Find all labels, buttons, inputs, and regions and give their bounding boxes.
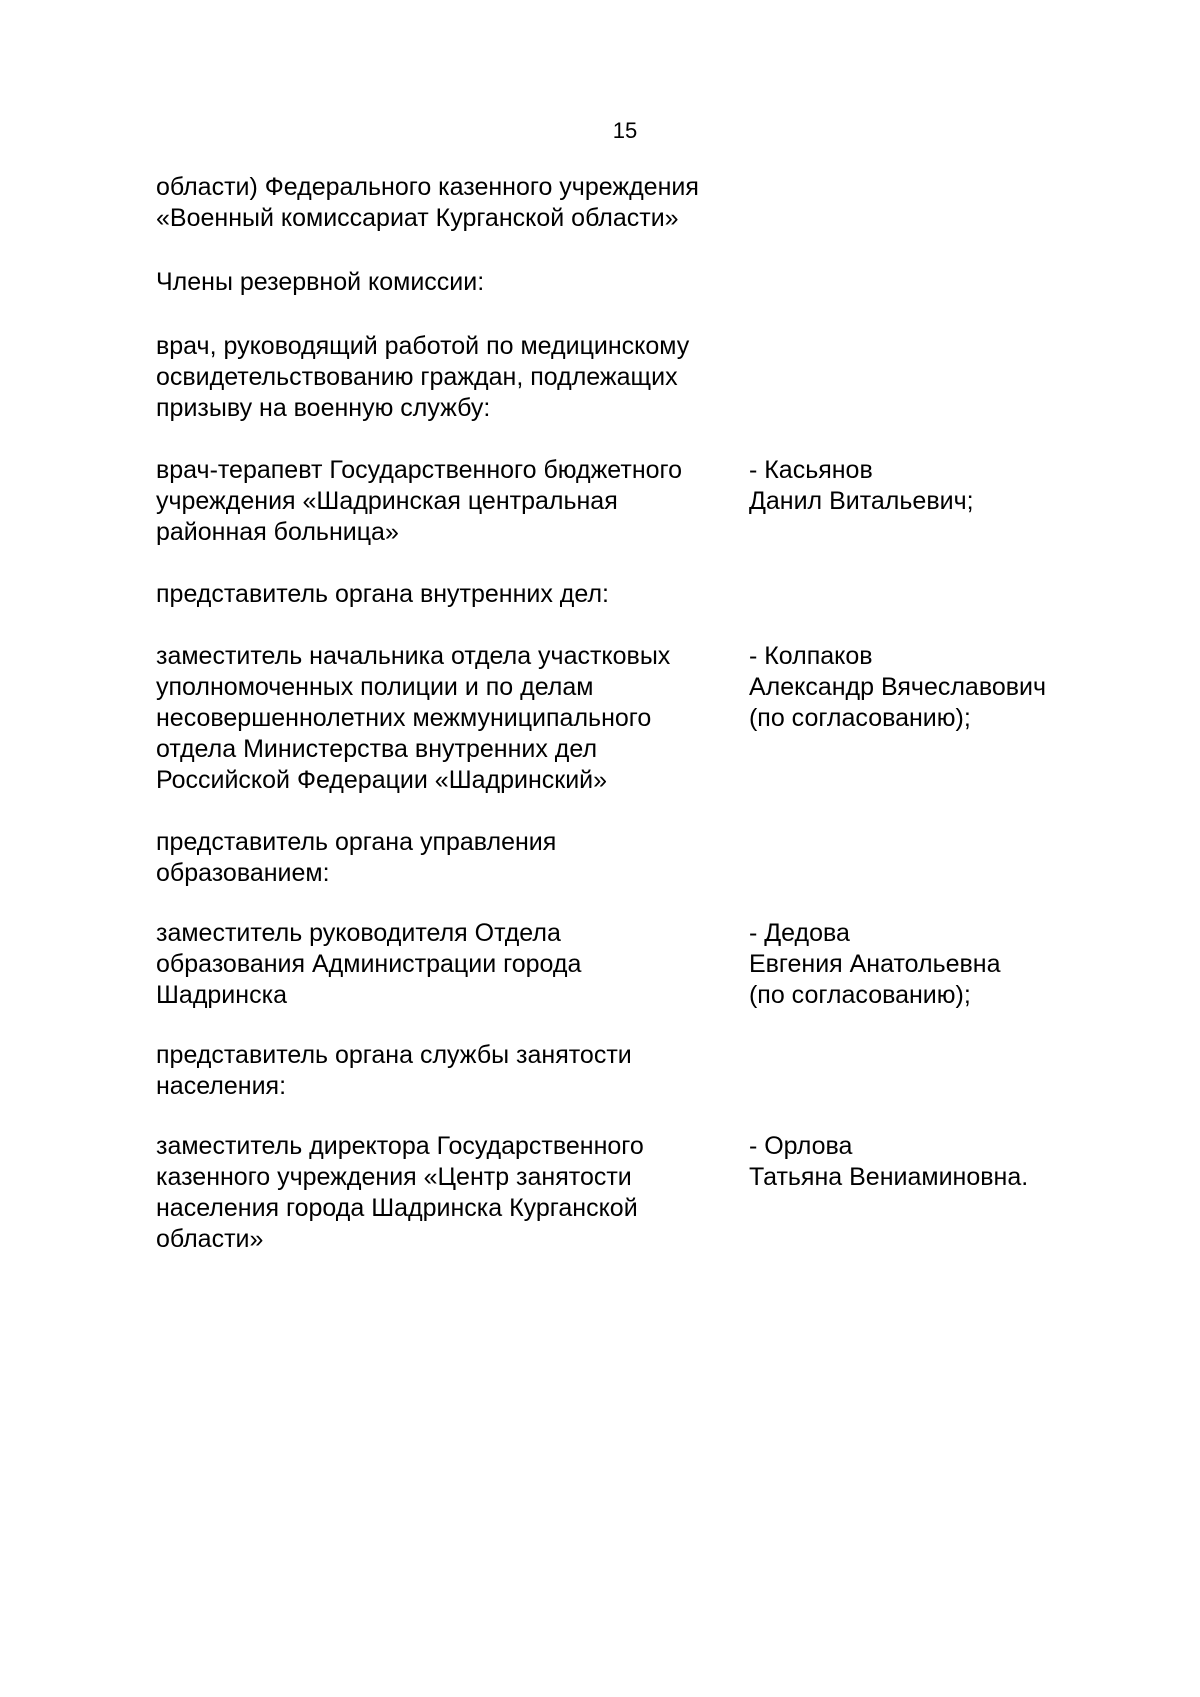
member-name: - Дедова Евгения Анатольевна (по согласованию); [748, 919, 1001, 1009]
member-row [156, 455, 1086, 548]
document-body [156, 172, 1086, 1255]
member-row [156, 1131, 1086, 1255]
category-employment: представитель органа службы занятости населения: [156, 1041, 632, 1100]
member-position: заместитель директора Государственного казенного учреждения «Центр занятости населения города Шадринска Курганской области» [156, 1132, 644, 1253]
member-position: заместитель начальника отдела участковых уполномоченных полиции и по делам несовершеннолетних межмуниципального отдела Министерства внутренних дел Российской Федерации «Шадринский» [156, 642, 671, 794]
page-number: 15 [612, 118, 638, 143]
intro-text: области) Федерального казенного учреждения «Военный комиссариат Курганской области» [156, 173, 699, 232]
category-internal-affairs: представитель органа внутренних дел: [156, 580, 610, 608]
member-name: - Касьянов Данил Витальевич; [748, 456, 974, 515]
members-heading: Члены резервной комиссии: [156, 268, 485, 296]
member-position: врач-терапевт Государственного бюджетного учреждения «Шадринская центральная районная больница» [156, 456, 683, 546]
member-row [156, 918, 1086, 1011]
member-row [156, 641, 1086, 796]
member-name: - Орлова Татьяна Вениаминовна. [748, 1132, 1029, 1191]
member-name: - Колпаков Александр Вячеславович (по согласованию); [748, 642, 1047, 732]
category-medical: врач, руководящий работой по медицинскому освидетельствованию граждан, подлежащих призыву на военную службу: [156, 332, 690, 422]
member-position: заместитель руководителя Отдела образования Администрации города Шадринска [156, 919, 582, 1009]
category-education: представитель органа управления образованием: [156, 828, 557, 887]
